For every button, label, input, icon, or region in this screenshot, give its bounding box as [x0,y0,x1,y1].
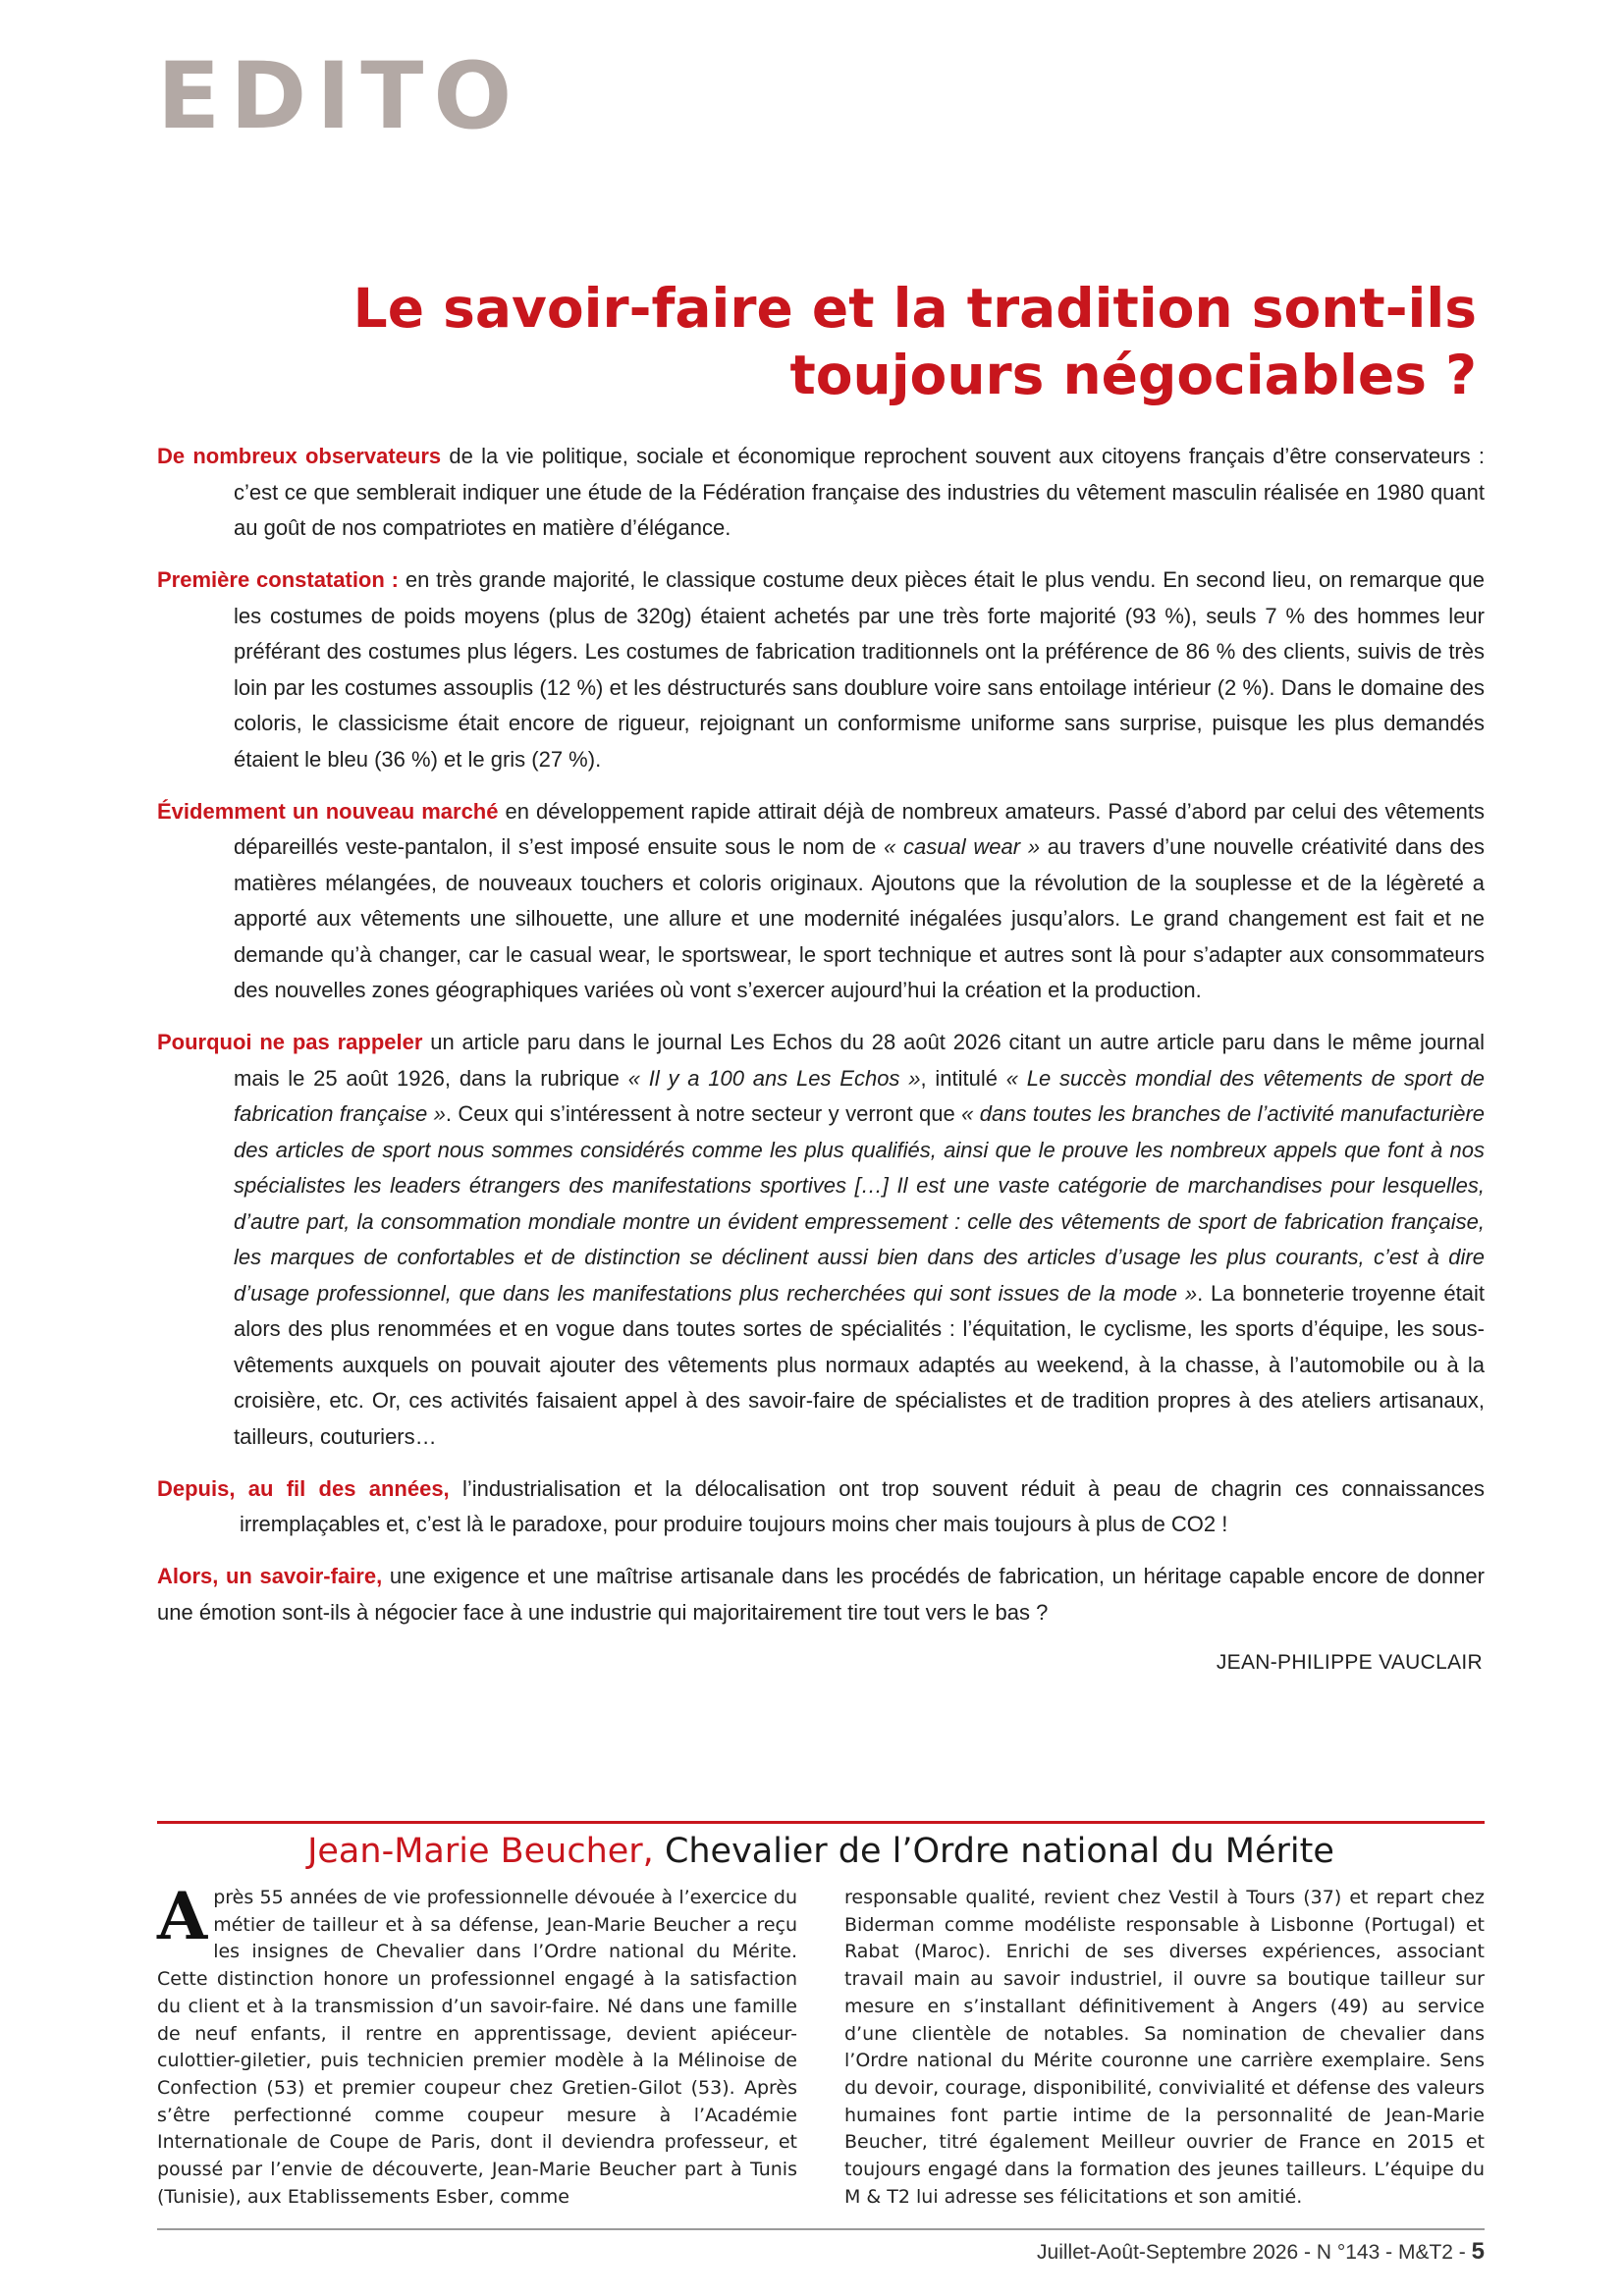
footer-issue: Juillet-Août-Septembre 2026 - N °143 - M&T2 - [1037,2241,1472,2264]
box-column-1 [157,1878,797,2208]
paragraph-text: . Ceux qui s’intéressent à notre secteur y verront que [445,1101,962,1126]
page-footer [1037,2238,1485,2266]
paragraph-lead: Pourquoi ne pas rappeler [157,1030,423,1054]
box-column-2: responsable qualité, revient chez Vestil à Tours (37) et repart chez Biderman comme modéliste responsable à Lisbonne (Portugal) et Rabat (Maroc). Enrichi de ses diverses expériences, associant travail main au savoir industriel, il ouvre sa boutique tailleur sur mesure en s’installant définitivement à Angers (49) au service d’une clientèle de notables. Sa nomination de chevalier dans l’Ordre national du Mérite couronne une carrière exemplaire. Sens du devoir, courage, disponibilité, convivialité et défense des valeurs humaines font partie intime de la personnalité de Jean-Marie Beucher, titré également Meilleur ouvrier de France en 2015 et toujours engagé dans la formation des jeunes tailleurs. L’équipe du M & T2 lui adresse ses félicitations et son amitié. [844,1887,1485,2208]
page-number: 5 [1471,2238,1485,2265]
paragraph-lead: Depuis, au fil des années, [157,1475,450,1501]
paragraph-5 [157,1471,1485,1543]
paragraph-text: en développement rapide attirait déjà de nombreux amateurs. Passé d’abord par celui des vêtements dépareillés veste-pantalon, il s’est imposé ensuite sous le nom de [234,798,1485,859]
paragraph-4 [157,1025,1485,1455]
paragraph-text: de la vie politique, sociale et économique reprochent souvent aux citoyens français d’être conservateurs : c’est ce que semblerait indiquer une étude de la Fédération française des industries du vêtement masculin réalisée en 1980 quant au goût de nos compatriotes en matière d’élégance. [234,444,1486,540]
box-title-name: Jean-Marie Beucher, [307,1832,654,1871]
paragraph-lead: Évidemment un nouveau marché [157,798,499,824]
article-body [157,439,1485,1681]
box-title [157,1828,1485,1875]
paragraph-6 [157,1559,1485,1630]
drop-cap: A [157,1878,208,1954]
paragraph-lead: De nombreux observateurs [157,444,442,468]
paragraph-lead: Première constatation : [157,567,399,592]
paragraph-text: au travers d’une nouvelle créativité dans des matières mélangées, de nouveaux touchers et coloris originaux. Ajoutons que la révolution de la souplesse et de la légèreté a apporté aux vêtements une silhouette, une allure et une modernité inégalées jusqu’alors. Le grand changement est fait et ne demande qu’à changer, car le casual wear, le sportswear, le sport technique et autres sont là pour s’adapter aux consommateurs des nouvelles zones géographiques variées où vont s’exercer aujourd’hui la création et la production. [234,834,1485,1002]
paragraph-italic: « dans toutes les branches de l’activité manufacturière des articles de sport nous sommes considérés comme les plus qualifiés, ainsi que le prouve les nombreux appels que font à nos spécialistes les leaders étrangers des manifestations sportives […] Il est une vaste catégorie de marchandises pour lesquelles, d’autre part, la consommation mondiale montre un évident empressement : celle des vêtements de sport de fabrication française, les marques de confortables et de distinction se déclinent aussi bien dans des articles d’usage les plus courants, c’est à dire d’usage professionnel, que dans les manifestations plus recherchées qui sont issues de la mode » [234,1101,1486,1306]
paragraph-text: . La bonneterie troyenne était alors des plus renommées et en vogue dans toutes sortes de spécialités : l’équitation, le cyclisme, les sports d’équipe, les sous-vêtements auxquels on pouvait ajouter des vêtements plus normaux adaptés au weekend, à la chasse, à l’automobile ou à la croisière, etc. Or, ces activités faisaient appel à des savoir-faire de spécialistes et de tradition propres à des ateliers artisanaux, tailleurs, couturiers… [234,1280,1485,1449]
paragraph-2 [157,562,1485,777]
paragraph-italic: « Il y a 100 ans Les Echos » [627,1065,921,1091]
article-title [200,275,1477,408]
box-divider [157,1821,1485,1824]
title-line-2: toujours négociables ? [789,344,1477,406]
section-label: EDITO [157,43,522,150]
footer-divider [157,2228,1485,2230]
title-line-1: Le savoir-faire et la tradition sont-ils [352,277,1477,340]
paragraph-text: l’industrialisation et la délocalisation ont trop souvent réduit à peau de chagrin ces connaissances irremplaçables et, c’est là le paradoxe, pour produire toujours moins cher mais toujours à plus de CO2 ! [240,1475,1485,1536]
paragraph-text: en très grande majorité, le classique costume deux pièces était le plus vendu. En second lieu, on remarque que les costumes de poids moyens (plus de 320g) étaient achetés par une très forte majorité (93 %), seuls 7 % des hommes leur préférant des costumes plus légers. Les costumes de fabrication traditionnels ont la préférence de 86 % des clients, suivis de très loin par les costumes assouplis (12 %) et les déstructurés sans doublure voire sans entoilage intérieur (2 %). Dans le domaine des coloris, le classicisme était encore de rigueur, rejoignant un conformisme uniforme sans surprise, puisque les plus demandés étaient le bleu (36 %) et le gris (27 %). [234,567,1485,772]
paragraph-text: un article paru dans le journal Les Echos du 28 août 2026 citant un autre article paru dans le même journal mais le 25 août 1926, dans la rubrique [234,1030,1485,1091]
box-title-rest: Chevalier de l’Ordre national du Mérite [653,1832,1334,1871]
paragraph-italic: « Le succès mondial des vêtements de sport de fabrication française » [234,1065,1486,1126]
paragraph-text: , intitulé [920,1065,1006,1091]
author-signature: JEAN-PHILIPPE VAUCLAIR [1216,1650,1483,1674]
paragraph-1 [157,439,1485,547]
box-columns [157,1878,1485,2208]
paragraph-italic: « casual wear » [884,834,1041,859]
paragraph-3 [157,794,1485,1009]
paragraph-lead: Alors, un savoir-faire, [157,1564,383,1588]
paragraph-text: une exigence et une maîtrise artisanale dans les procédés de fabrication, un héritage capable encore de donner une émotion sont-ils à négocier face à une industrie qui majoritairement tire tout vers le bas ? [157,1564,1485,1625]
box-column-text: près 55 années de vie professionnelle dévouée à l’exercice du métier de tailleur et à sa défense, Jean-Marie Beucher a reçu les insignes de Chevalier dans l’Ordre national du Mérite. Cette distinction honore un professionnel engagé à la satisfaction du client et à la transmission d’un savoir-faire. Né dans une famille de neuf enfants, il rentre en apprentissage, devient apiéceur-culottier-giletier, puis technicien premier modèle à la Mélinoise de Confection (53) et premier coupeur chez Gretien-Gilot (53). Après s’être perfectionné comme coupeur mesure à l’Académie Internationale de Coupe de Paris, dont il deviendra professeur, et poussé par l’envie de découverte, Jean-Marie Beucher part à Tunis (Tunisie), aux Etablissements Esber, comme [157,1887,797,2208]
